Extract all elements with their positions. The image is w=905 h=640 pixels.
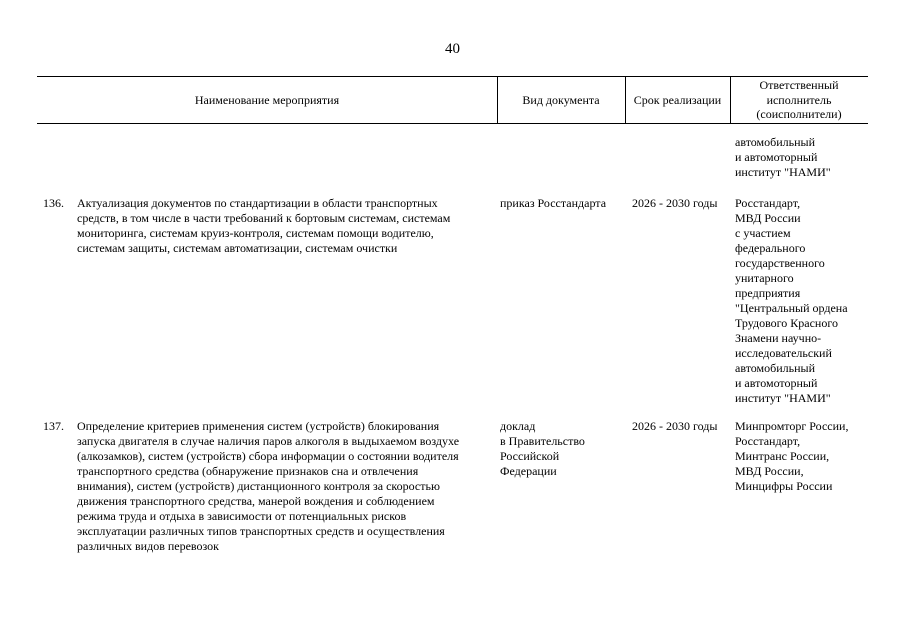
header-term	[625, 77, 730, 123]
row-136-responsible: Росстандарт, МВД России с участием федерального государственного унитарного предприятия "Центральный ордена Трудового Красного Знамени научно- исследовательский автомобильный и автомоторный институт "НАМИ"	[735, 196, 848, 405]
header-term-label: Срок реализации	[633, 92, 722, 107]
continuation-responsible: автомобильный и автомоторный институт "НАМИ"	[735, 135, 831, 179]
header-name-label: Наименование мероприятия	[194, 92, 340, 107]
row-136-term: 2026 - 2030 годы	[632, 196, 718, 210]
header-responsible-label: Ответственный исполнитель (соисполнители)	[756, 78, 842, 122]
header-responsible	[730, 77, 868, 123]
row-137-term: 2026 - 2030 годы	[632, 419, 718, 433]
row-137-number: 137.	[43, 419, 64, 433]
table-header	[37, 76, 868, 124]
header-doc-type-label: Вид документа	[522, 92, 600, 107]
header-name	[37, 77, 497, 123]
row-137-responsible: Минпромторг России, Росстандарт, Минтранс России, МВД России, Минцифры России	[735, 419, 849, 493]
row-136-number: 136.	[43, 196, 64, 210]
row-137-title: Определение критериев применения систем (устройств) блокирования запуска двигателя в случае наличия паров алкоголя в выдыхаемом воздухе (алкозамков), систем (устройств) сбора информации о состоянии водителя транспортного средства (обнаружение признаков сна и отвлечения внимания), систем (устройств) дистанционного контроля за скоростью движения транспортного средства, манерой вождения и соблюдением режима труда и отдыха в зависимости от потенциальных рисков эксплуатации различных типов транспортных средств и осуществления различных видов перевозок	[77, 419, 460, 553]
page-number: 40	[445, 41, 460, 57]
row-136-doc-type: приказ Росстандарта	[500, 196, 607, 210]
header-doc-type	[497, 77, 625, 123]
row-137-doc-type: доклад в Правительство Российской Федерации	[500, 419, 585, 478]
row-136-title: Актуализация документов по стандартизации в области транспортных средств, в том числе в части требований к бортовым системам, системам мониторинга, системам круиз-контроля, системам помощи водителю, системам защиты, системам автоматизации, системам очистки	[77, 196, 451, 255]
